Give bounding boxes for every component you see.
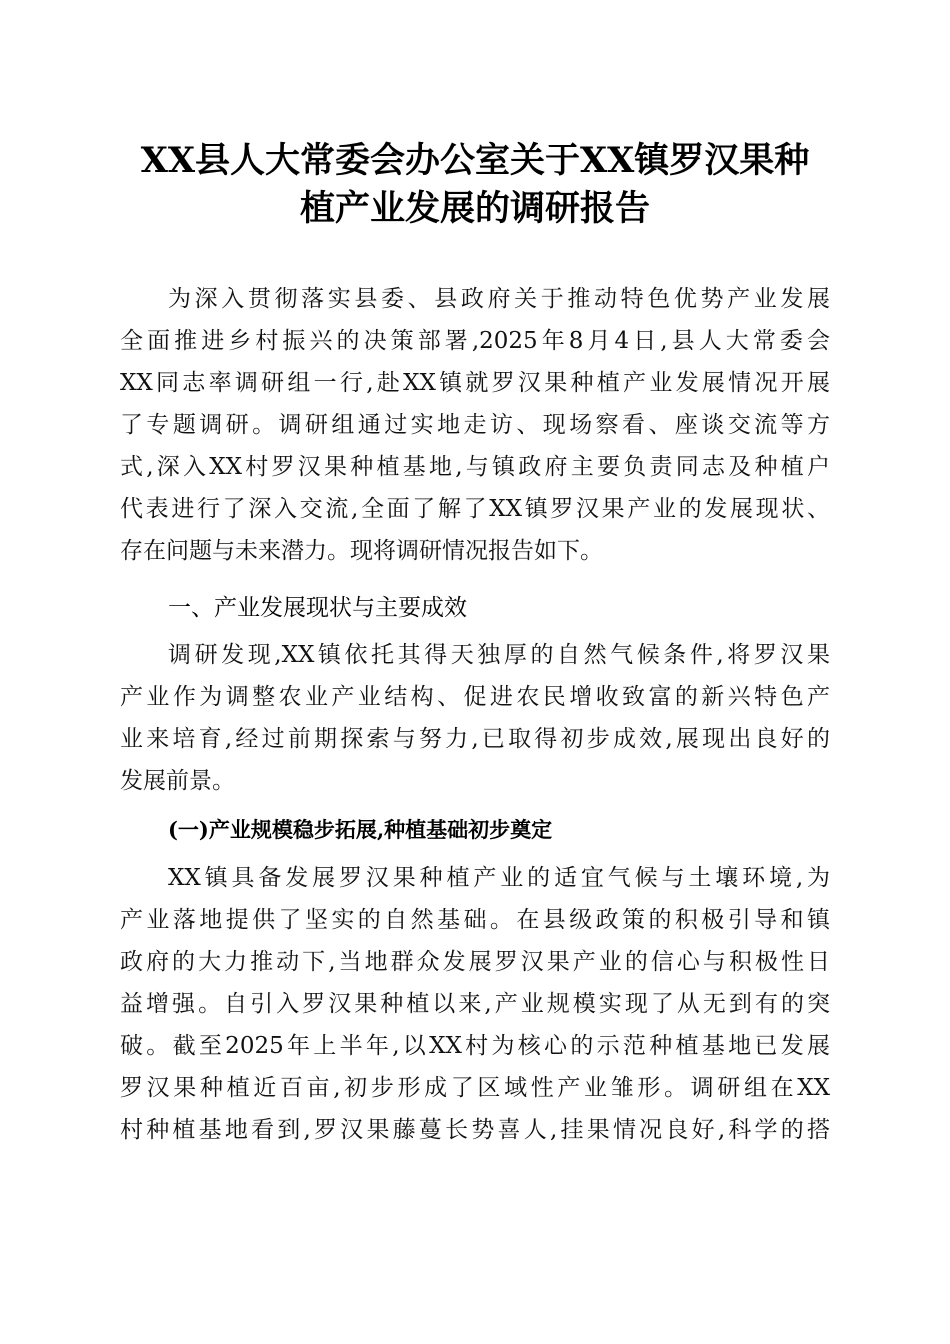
- document-title-line-1: XX县人大常委会办公室关于XX镇罗汉果种: [140, 140, 810, 181]
- section-1-line: 业来培育,经过前期探索与努力,已取得初步成效,展现出良好的: [120, 726, 830, 752]
- subsection-1-line: 破。截至2025年上半年,以XX村为核心的示范种植基地已发展: [120, 1033, 830, 1059]
- intro-line: XX同志率调研组一行,赴XX镇就罗汉果种植产业发展情况开展: [120, 370, 830, 396]
- subsection-1-line: 村种植基地看到,罗汉果藤蔓长势喜人,挂果情况良好,科学的搭: [120, 1117, 830, 1143]
- intro-line: 全面推进乡村振兴的决策部署,2025年8月4日,县人大常委会: [120, 328, 830, 354]
- subsection-1-line: XX镇具备发展罗汉果种植产业的适宜气候与土壤环境,为: [168, 865, 830, 891]
- subsection-1-line: 罗汉果种植近百亩,初步形成了区域性产业雏形。调研组在XX: [120, 1075, 830, 1101]
- intro-line: 了专题调研。调研组通过实地走访、现场察看、座谈交流等方: [120, 412, 830, 438]
- section-1-line: 调研发现,XX镇依托其得天独厚的自然气候条件,将罗汉果: [168, 642, 830, 668]
- section-1-line: 产业作为调整农业产业结构、促进农民增收致富的新兴特色产: [120, 684, 830, 710]
- intro-line: 式,深入XX村罗汉果种植基地,与镇政府主要负责同志及种植户: [120, 454, 830, 480]
- subsection-1-line: 政府的大力推动下,当地群众发展罗汉果产业的信心与积极性日: [120, 949, 830, 975]
- section-1-heading: 一、产业发展现状与主要成效: [168, 595, 467, 621]
- section-1-line: 发展前景。: [120, 768, 235, 794]
- intro-line: 为深入贯彻落实县委、县政府关于推动特色优势产业发展: [168, 286, 830, 312]
- subsection-1-line: 益增强。自引入罗汉果种植以来,产业规模实现了从无到有的突: [120, 991, 830, 1017]
- subsection-1-heading: (一)产业规模稳步拓展,种植基础初步奠定: [168, 817, 553, 842]
- document-title-line-2: 植产业发展的调研报告: [299, 188, 650, 229]
- intro-line: 存在问题与未来潜力。现将调研情况报告如下。: [120, 538, 603, 564]
- subsection-1-line: 产业落地提供了坚实的自然基础。在县级政策的积极引导和镇: [120, 907, 830, 933]
- intro-line: 代表进行了深入交流,全面了解了XX镇罗汉果产业的发展现状、: [120, 496, 830, 522]
